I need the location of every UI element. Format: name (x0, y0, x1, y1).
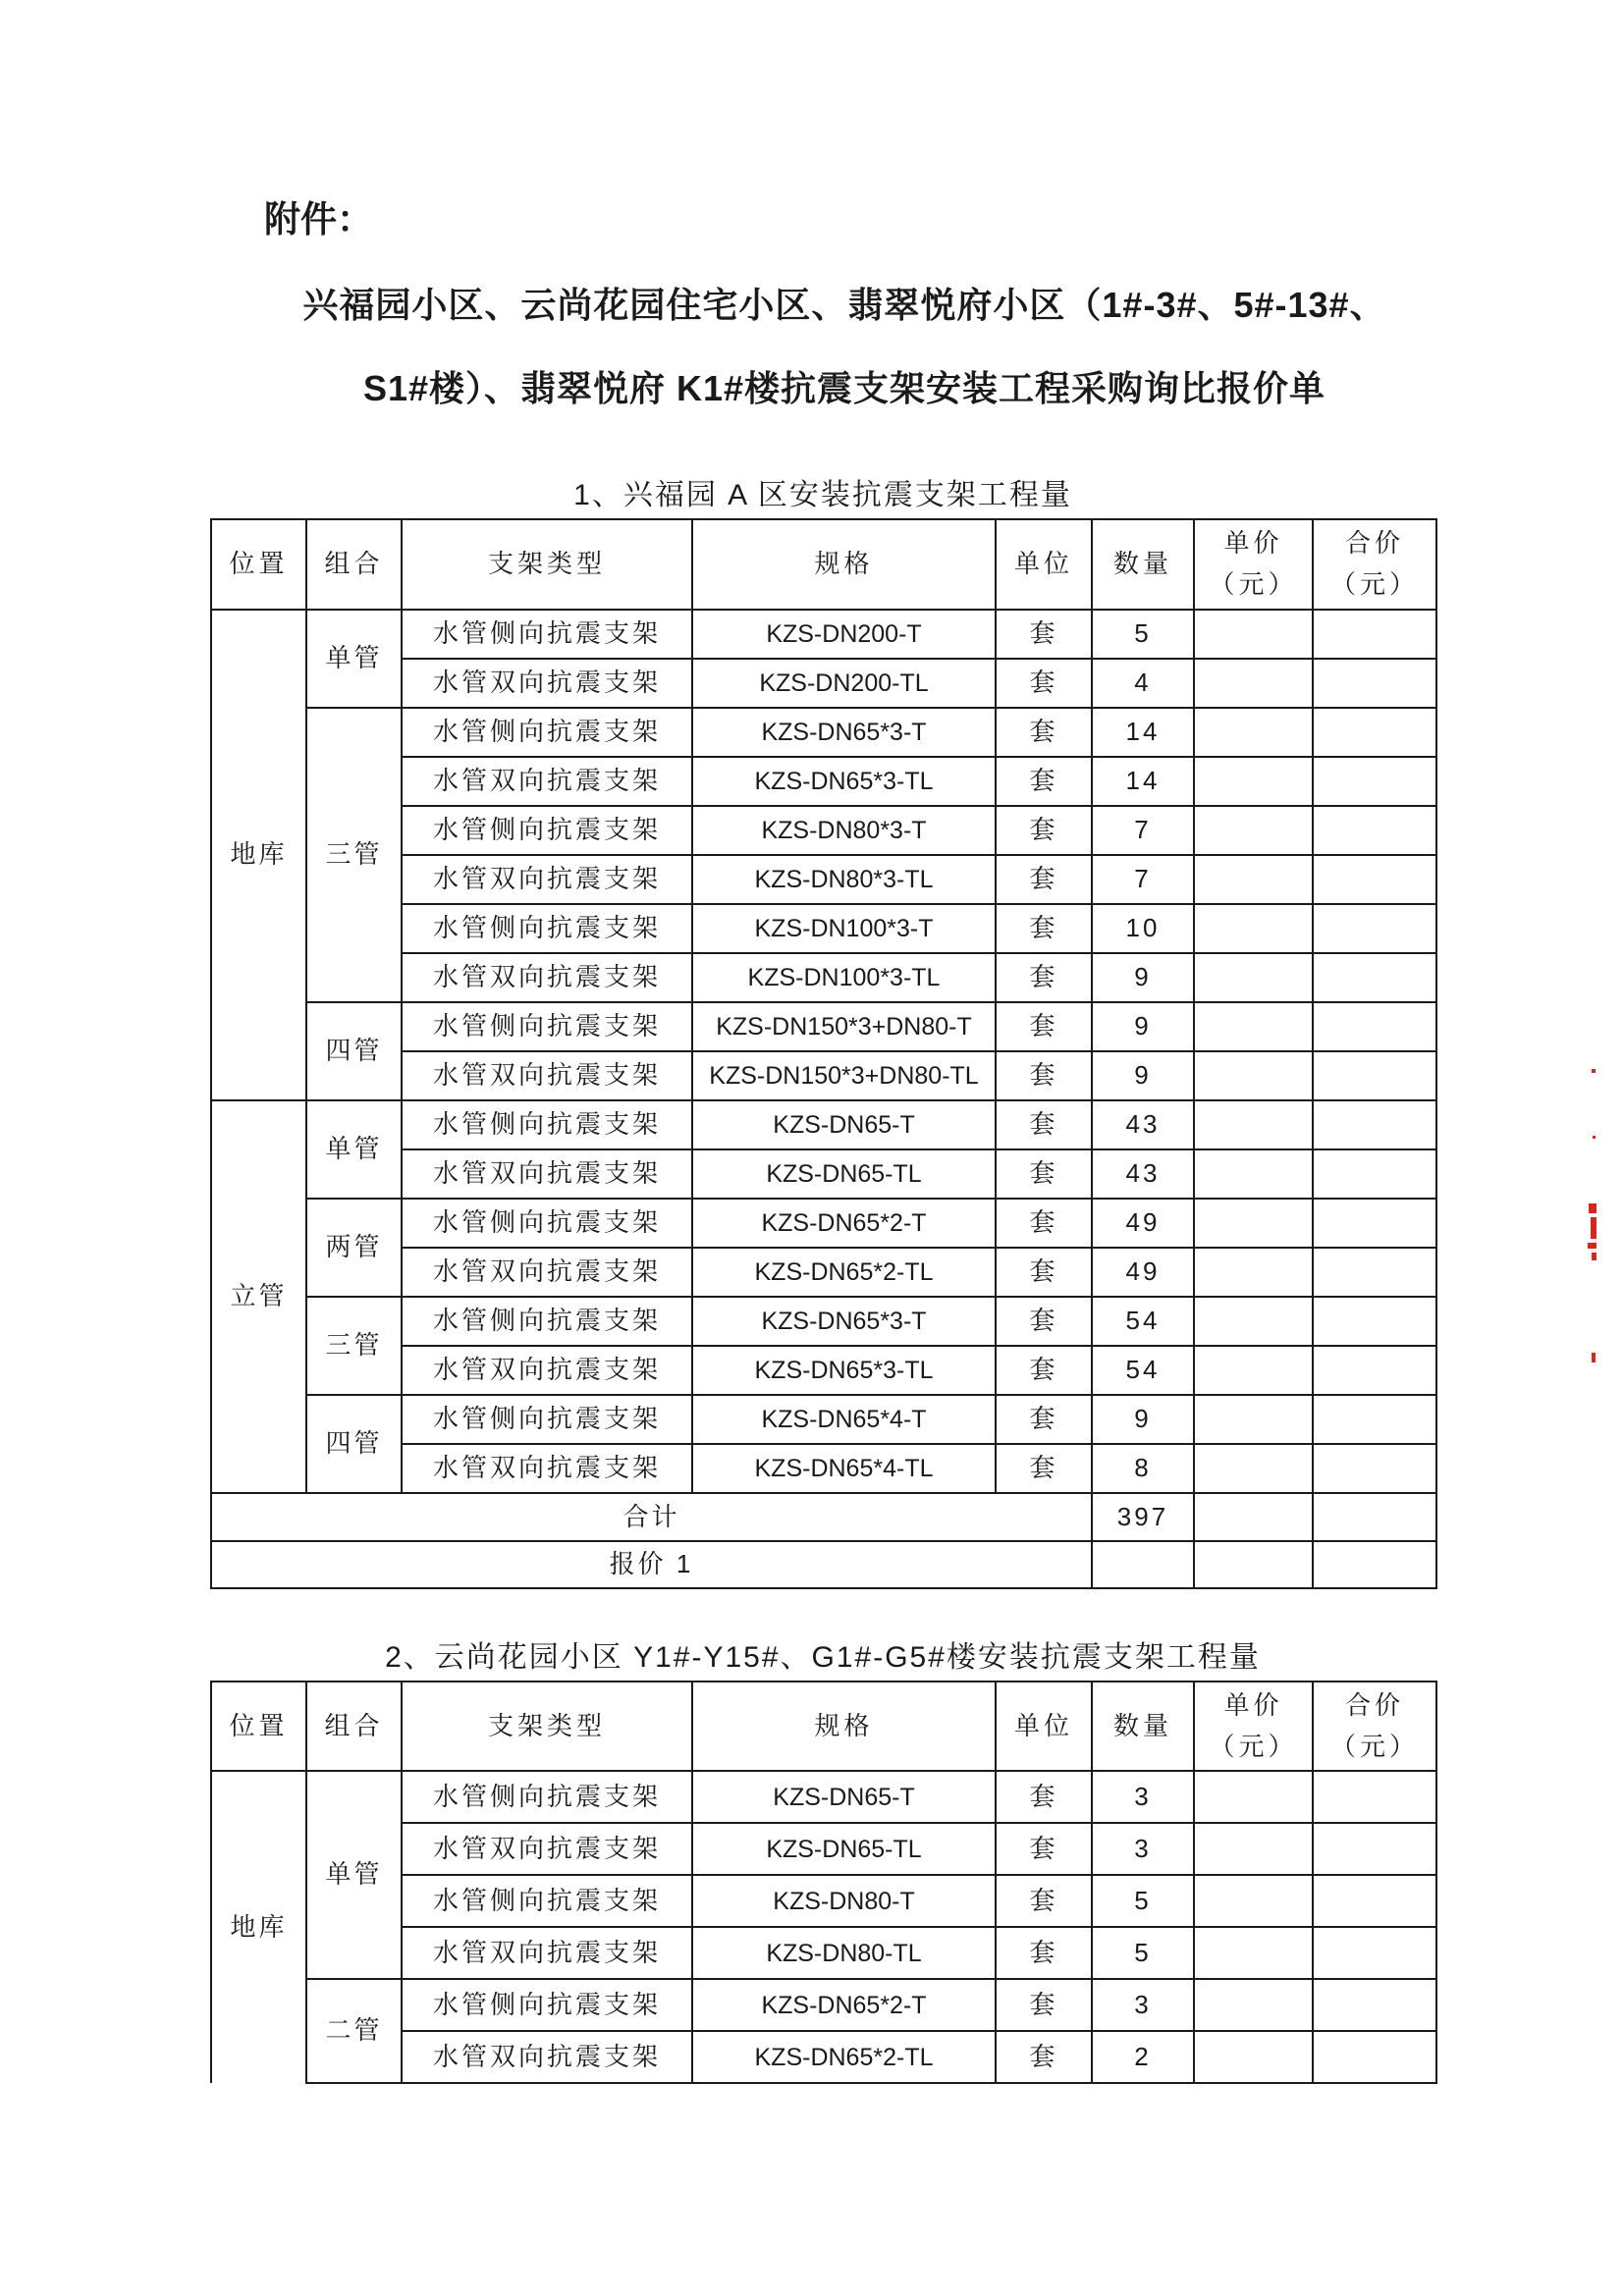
spec-cell: KZS-DN80-T (692, 1875, 996, 1927)
header-position: 位置 (211, 519, 306, 610)
amount-cell (1313, 1248, 1436, 1297)
quantity-cell: 3 (1092, 1823, 1194, 1875)
table-row (211, 610, 1436, 659)
amount-cell (1313, 1395, 1436, 1444)
bracket-type-cell: 水管侧向抗震支架 (402, 1100, 692, 1149)
unit-price-cell (1194, 1149, 1313, 1199)
bracket-type-cell: 水管双向抗震支架 (402, 1823, 692, 1875)
seal-fragment (1589, 1203, 1596, 1213)
quote-row (211, 1541, 1436, 1588)
total-unit-price-cell (1194, 1493, 1313, 1541)
quantity-cell: 3 (1092, 1771, 1194, 1823)
amount-cell (1313, 1149, 1436, 1199)
unit-cell: 套 (996, 1248, 1092, 1297)
amount-cell (1313, 806, 1436, 855)
spec-cell: KZS-DN65*3-TL (692, 757, 996, 806)
bracket-type-cell: 水管侧向抗震支架 (402, 1875, 692, 1927)
table-body (211, 1771, 1436, 2083)
position-cell: 地库 (211, 1771, 306, 2083)
unit-cell: 套 (996, 1297, 1092, 1346)
unit-cell: 套 (996, 806, 1092, 855)
spec-cell: KZS-DN80*3-T (692, 806, 996, 855)
unit-price-cell (1194, 855, 1313, 904)
total-amount-cell (1313, 1493, 1436, 1541)
quantity-cell: 9 (1092, 1395, 1194, 1444)
table-1-caption: 1、兴福园 A 区安装抗震支架工程量 (573, 479, 1072, 511)
quantity-table-2 (210, 1681, 1437, 2084)
header-spec: 规格 (692, 519, 996, 610)
amount-cell (1313, 1002, 1436, 1051)
quantity-cell: 49 (1092, 1199, 1194, 1248)
quote-quantity-cell (1092, 1541, 1194, 1588)
spec-cell: KZS-DN65*3-T (692, 708, 996, 757)
quantity-cell: 43 (1092, 1100, 1194, 1149)
combo-cell: 三管 (306, 708, 402, 1002)
bracket-type-cell: 水管双向抗震支架 (402, 855, 692, 904)
unit-cell: 套 (996, 1875, 1092, 1927)
unit-price-cell (1194, 1823, 1313, 1875)
amount-cell (1313, 904, 1436, 953)
bracket-type-cell: 水管双向抗震支架 (402, 1346, 692, 1395)
unit-cell: 套 (996, 1395, 1092, 1444)
total-quantity: 397 (1092, 1493, 1194, 1541)
spec-cell: KZS-DN65*2-TL (692, 2031, 996, 2083)
quantity-cell: 9 (1092, 1051, 1194, 1100)
spec-cell: KZS-DN80-TL (692, 1927, 996, 1979)
unit-price-cell (1194, 1444, 1313, 1493)
seal-fragment (1592, 1069, 1596, 1073)
unit-cell: 套 (996, 1346, 1092, 1395)
spec-cell: KZS-DN100*3-T (692, 904, 996, 953)
spec-cell: KZS-DN65*2-T (692, 1979, 996, 2031)
amount-cell (1313, 610, 1436, 659)
seal-fragment (1588, 1243, 1596, 1249)
bracket-type-cell: 水管双向抗震支架 (402, 757, 692, 806)
quantity-cell: 7 (1092, 855, 1194, 904)
header-amount: 合价 （元） (1313, 1682, 1436, 1771)
quantity-cell: 43 (1092, 1149, 1194, 1199)
amount-cell (1313, 757, 1436, 806)
table-row (211, 708, 1436, 757)
unit-cell: 套 (996, 1927, 1092, 1979)
combo-cell: 四管 (306, 1002, 402, 1100)
combo-cell: 二管 (306, 1979, 402, 2083)
bracket-type-cell: 水管侧向抗震支架 (402, 904, 692, 953)
spec-cell: KZS-DN65*2-TL (692, 1248, 996, 1297)
quantity-cell: 4 (1092, 659, 1194, 708)
unit-price-cell (1194, 1100, 1313, 1149)
amount-cell (1313, 659, 1436, 708)
amount-cell (1313, 1823, 1436, 1875)
spec-cell: KZS-DN65-TL (692, 1149, 996, 1199)
unit-price-cell (1194, 757, 1313, 806)
seal-fragment (1592, 1253, 1596, 1260)
unit-cell: 套 (996, 1100, 1092, 1149)
unit-price-cell (1194, 1248, 1313, 1297)
spec-cell: KZS-DN200-T (692, 610, 996, 659)
unit-price-cell (1194, 659, 1313, 708)
amount-cell (1313, 1199, 1436, 1248)
header-combo: 组合 (306, 1682, 402, 1771)
bracket-type-cell: 水管双向抗震支架 (402, 1248, 692, 1297)
unit-price-cell (1194, 904, 1313, 953)
table-row (211, 1100, 1436, 1149)
quantity-cell: 54 (1092, 1297, 1194, 1346)
bracket-type-cell: 水管侧向抗震支架 (402, 1002, 692, 1051)
quantity-cell: 5 (1092, 1927, 1194, 1979)
combo-cell: 单管 (306, 610, 402, 708)
unit-price-cell (1194, 1199, 1313, 1248)
bracket-type-cell: 水管双向抗震支架 (402, 2031, 692, 2083)
table-2-caption: 2、云尚花园小区 Y1#-Y15#、G1#-G5#楼安装抗震支架工程量 (385, 1641, 1261, 1674)
amount-cell (1313, 1444, 1436, 1493)
title-line-2: S1#楼）、翡翠悦府 K1#楼抗震支架安装工程采购询比报价单 (362, 368, 1326, 408)
spec-cell: KZS-DN200-TL (692, 659, 996, 708)
header-row (211, 1682, 1436, 1771)
spec-cell: KZS-DN65*2-T (692, 1199, 996, 1248)
unit-cell: 套 (996, 1444, 1092, 1493)
spec-cell: KZS-DN65*3-T (692, 1297, 996, 1346)
unit-price-cell (1194, 953, 1313, 1002)
position-cell: 地库 (211, 610, 306, 1100)
unit-cell: 套 (996, 1051, 1092, 1100)
header-bracket-type: 支架类型 (402, 1682, 692, 1771)
table-row (211, 1199, 1436, 1248)
spec-cell: KZS-DN150*3+DN80-T (692, 1002, 996, 1051)
unit-price-cell (1194, 1979, 1313, 2031)
unit-cell: 套 (996, 1823, 1092, 1875)
unit-price-cell (1194, 2031, 1313, 2083)
spec-cell: KZS-DN80*3-TL (692, 855, 996, 904)
combo-cell: 两管 (306, 1199, 402, 1297)
table-body (211, 610, 1436, 1588)
unit-price-cell (1194, 1395, 1313, 1444)
amount-cell (1313, 1100, 1436, 1149)
amount-cell (1313, 1297, 1436, 1346)
amount-cell (1313, 1927, 1436, 1979)
quote-amount-cell (1313, 1541, 1436, 1588)
table-row (211, 1771, 1436, 1823)
unit-cell: 套 (996, 1771, 1092, 1823)
unit-price-cell (1194, 1346, 1313, 1395)
unit-price-cell (1194, 1297, 1313, 1346)
unit-price-cell (1194, 1051, 1313, 1100)
unit-price-cell (1194, 1002, 1313, 1051)
bracket-type-cell: 水管侧向抗震支架 (402, 1199, 692, 1248)
bracket-type-cell: 水管双向抗震支架 (402, 1927, 692, 1979)
spec-cell: KZS-DN65-T (692, 1771, 996, 1823)
table-head (211, 1682, 1436, 1771)
bracket-type-cell: 水管侧向抗震支架 (402, 1771, 692, 1823)
unit-price-cell (1194, 1927, 1313, 1979)
header-unit: 单位 (996, 519, 1092, 610)
combo-cell: 三管 (306, 1297, 402, 1395)
table-head (211, 519, 1436, 610)
amount-cell (1313, 1346, 1436, 1395)
unit-price-cell (1194, 708, 1313, 757)
amount-cell (1313, 1875, 1436, 1927)
attachment-label: 附件： (264, 199, 373, 240)
amount-cell (1313, 855, 1436, 904)
unit-price-cell (1194, 1875, 1313, 1927)
bracket-type-cell: 水管双向抗震支架 (402, 1149, 692, 1199)
quantity-cell: 14 (1092, 757, 1194, 806)
amount-cell (1313, 953, 1436, 1002)
combo-cell: 四管 (306, 1395, 402, 1493)
spec-cell: KZS-DN65*4-TL (692, 1444, 996, 1493)
unit-cell: 套 (996, 904, 1092, 953)
spec-cell: KZS-DN100*3-TL (692, 953, 996, 1002)
bracket-type-cell: 水管双向抗震支架 (402, 659, 692, 708)
unit-cell: 套 (996, 1149, 1092, 1199)
quantity-cell: 5 (1092, 1875, 1194, 1927)
spec-cell: KZS-DN150*3+DN80-TL (692, 1051, 996, 1100)
bracket-type-cell: 水管双向抗震支架 (402, 1444, 692, 1493)
amount-cell (1313, 1771, 1436, 1823)
quantity-cell: 14 (1092, 708, 1194, 757)
seal-fragment (1591, 1217, 1596, 1239)
table-row (211, 1297, 1436, 1346)
bracket-type-cell: 水管侧向抗震支架 (402, 708, 692, 757)
header-unit: 单位 (996, 1682, 1092, 1771)
quantity-cell: 7 (1092, 806, 1194, 855)
unit-cell: 套 (996, 1002, 1092, 1051)
seal-fragment (1592, 1353, 1596, 1362)
quantity-cell: 9 (1092, 953, 1194, 1002)
unit-cell: 套 (996, 610, 1092, 659)
table-row (211, 1395, 1436, 1444)
header-bracket-type: 支架类型 (402, 519, 692, 610)
table-row (211, 1979, 1436, 2031)
quantity-cell: 9 (1092, 1002, 1194, 1051)
header-spec: 规格 (692, 1682, 996, 1771)
bracket-type-cell: 水管侧向抗震支架 (402, 1395, 692, 1444)
quantity-cell: 8 (1092, 1444, 1194, 1493)
unit-price-cell (1194, 806, 1313, 855)
bracket-type-cell: 水管侧向抗震支架 (402, 1979, 692, 2031)
unit-cell: 套 (996, 2031, 1092, 2083)
amount-cell (1313, 1979, 1436, 2031)
header-position: 位置 (211, 1682, 306, 1771)
unit-price-cell (1194, 1771, 1313, 1823)
spec-cell: KZS-DN65-T (692, 1100, 996, 1149)
amount-cell (1313, 2031, 1436, 2083)
table-row (211, 1002, 1436, 1051)
unit-cell: 套 (996, 659, 1092, 708)
spec-cell: KZS-DN65-TL (692, 1823, 996, 1875)
header-combo: 组合 (306, 519, 402, 610)
unit-cell: 套 (996, 708, 1092, 757)
total-row (211, 1493, 1436, 1541)
spec-cell: KZS-DN65*3-TL (692, 1346, 996, 1395)
quantity-cell: 5 (1092, 610, 1194, 659)
header-quantity: 数量 (1092, 519, 1194, 610)
bracket-type-cell: 水管侧向抗震支架 (402, 610, 692, 659)
bracket-type-cell: 水管双向抗震支架 (402, 1051, 692, 1100)
amount-cell (1313, 708, 1436, 757)
unit-price-cell (1194, 610, 1313, 659)
header-unit-price: 单价 （元） (1194, 519, 1313, 610)
seal-fragment (1593, 1136, 1596, 1139)
unit-cell: 套 (996, 757, 1092, 806)
bracket-type-cell: 水管双向抗震支架 (402, 953, 692, 1002)
unit-cell: 套 (996, 855, 1092, 904)
unit-cell: 套 (996, 953, 1092, 1002)
title-line-1: 兴福园小区、云尚花园住宅小区、翡翠悦府小区（1#-3#、5#-13#、 (302, 285, 1386, 325)
unit-cell: 套 (996, 1199, 1092, 1248)
quantity-cell: 10 (1092, 904, 1194, 953)
header-quantity: 数量 (1092, 1682, 1194, 1771)
header-row (211, 519, 1436, 610)
amount-cell (1313, 1051, 1436, 1100)
position-cell: 立管 (211, 1100, 306, 1493)
header-unit-price: 单价 （元） (1194, 1682, 1313, 1771)
spec-cell: KZS-DN65*4-T (692, 1395, 996, 1444)
header-amount: 合价 （元） (1313, 519, 1436, 610)
quantity-cell: 49 (1092, 1248, 1194, 1297)
quantity-cell: 2 (1092, 2031, 1194, 2083)
combo-cell: 单管 (306, 1100, 402, 1199)
quantity-cell: 3 (1092, 1979, 1194, 2031)
unit-cell: 套 (996, 1979, 1092, 2031)
quantity-cell: 54 (1092, 1346, 1194, 1395)
bracket-type-cell: 水管侧向抗震支架 (402, 1297, 692, 1346)
bracket-type-cell: 水管侧向抗震支架 (402, 806, 692, 855)
quantity-table-1 (210, 518, 1437, 1589)
total-label: 合计 (211, 1493, 1092, 1541)
quote-label: 报价 1 (211, 1541, 1092, 1588)
quote-unit-price-cell (1194, 1541, 1313, 1588)
combo-cell: 单管 (306, 1771, 402, 1979)
